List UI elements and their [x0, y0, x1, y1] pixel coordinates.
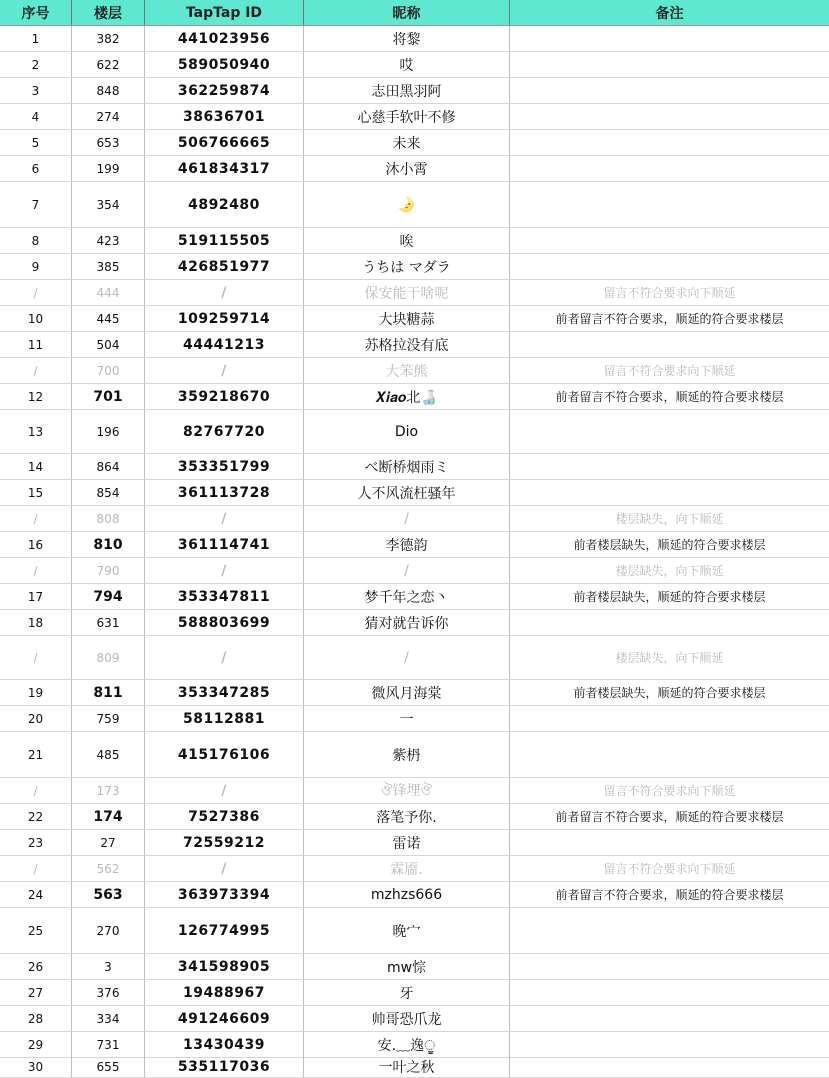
cell-taptap-id: 519115505: [145, 228, 304, 253]
table-row: [0, 410, 829, 454]
cell-no: /: [0, 856, 72, 881]
cell-floor: 385: [72, 254, 145, 279]
cell-note: [510, 228, 829, 253]
cell-note: 楼层缺失，向下顺延: [615, 651, 724, 665]
cell-nickname: 李德韵: [304, 532, 510, 557]
cell-nickname: 未来: [304, 130, 510, 155]
cell-taptap-id: 415176106: [145, 732, 304, 777]
cell-taptap-id: 44441213: [145, 332, 304, 357]
cell-taptap-id: 359218670: [145, 384, 304, 409]
cell-taptap-id: 58112881: [145, 706, 304, 731]
cell-nickname: 牙: [304, 980, 510, 1005]
cell-floor: 655: [72, 1056, 145, 1077]
cell-note: [510, 332, 829, 357]
cell-note: [510, 254, 829, 279]
cell-floor: 790: [72, 558, 145, 583]
cell-floor: 274: [72, 104, 145, 129]
cell-floor: 196: [72, 410, 145, 453]
table-row: [0, 454, 829, 480]
cell-nickname: 安.﹏逸ੂ: [304, 1032, 510, 1057]
cell-note: 留言不符合要求向下顺延: [603, 784, 736, 798]
cell-note: 留言不符合要求向下顺延: [603, 286, 736, 300]
cell-floor: 622: [72, 52, 145, 77]
cell-taptap-id: /: [145, 358, 304, 383]
cell-note: 前者楼层缺失，顺延的符合要求楼层: [573, 590, 766, 604]
header-row: [0, 0, 829, 26]
cell-note: 楼层缺失，向下顺延: [615, 564, 724, 578]
cell-no: /: [0, 280, 72, 305]
cell-taptap-id: /: [145, 558, 304, 583]
cell-nickname: 霖靥.: [304, 856, 510, 881]
cell-floor: 444: [72, 280, 145, 305]
cell-floor: 354: [72, 182, 145, 227]
skipped-row: [0, 778, 829, 804]
table-row: [0, 52, 829, 78]
cell-nickname: 🌛: [304, 182, 510, 227]
header-floor: 楼层: [72, 0, 145, 25]
cell-floor: 731: [72, 1032, 145, 1057]
cell-no: 8: [0, 228, 72, 253]
cell-note: [510, 130, 829, 155]
cell-floor: 701: [72, 384, 145, 409]
cell-no: 13: [0, 410, 72, 453]
cell-no: 24: [0, 882, 72, 907]
cell-note: 前者留言不符合要求，顺延的符合要求楼层: [555, 888, 784, 902]
cell-taptap-id: 19488967: [145, 980, 304, 1005]
cell-floor: 700: [72, 358, 145, 383]
cell-nickname: 紫枬: [304, 732, 510, 777]
cell-no: 3: [0, 78, 72, 103]
cell-floor: 794: [72, 584, 145, 609]
cell-note: [510, 908, 829, 953]
cell-note: [510, 454, 829, 479]
cell-taptap-id: 7527386: [145, 804, 304, 829]
cell-floor: 382: [72, 26, 145, 51]
cell-floor: 809: [72, 636, 145, 679]
table-row: [0, 732, 829, 778]
table-row: [0, 1006, 829, 1032]
table-row: [0, 804, 829, 830]
cell-note: [510, 706, 829, 731]
header-no: 序号: [0, 0, 72, 25]
cell-floor: 199: [72, 156, 145, 181]
cell-floor: 334: [72, 1006, 145, 1031]
cell-taptap-id: /: [145, 280, 304, 305]
table-row: [0, 1056, 829, 1078]
cell-note: [510, 182, 829, 227]
cell-taptap-id: 126774995: [145, 908, 304, 953]
cell-note: 楼层缺失，向下顺延: [615, 512, 724, 526]
cell-taptap-id: 4892480: [145, 182, 304, 227]
cell-no: 22: [0, 804, 72, 829]
cell-nickname: Dio: [304, 410, 510, 453]
cell-no: /: [0, 778, 72, 803]
cell-nickname: 帅哥恐爪龙: [304, 1006, 510, 1031]
cell-nickname: 一: [304, 706, 510, 731]
cell-nickname: 唉: [304, 228, 510, 253]
cell-floor: 562: [72, 856, 145, 881]
cell-floor: 173: [72, 778, 145, 803]
table-row: [0, 104, 829, 130]
cell-nickname: 大笨熊: [304, 358, 510, 383]
cell-no: 4: [0, 104, 72, 129]
cell-note: [510, 830, 829, 855]
cell-taptap-id: 72559212: [145, 830, 304, 855]
cell-nickname: /: [304, 506, 510, 531]
cell-taptap-id: 362259874: [145, 78, 304, 103]
cell-taptap-id: 353347811: [145, 584, 304, 609]
cell-nickname: 苏格拉没有底: [304, 332, 510, 357]
cell-nickname: 将黎: [304, 26, 510, 51]
cell-taptap-id: 341598905: [145, 954, 304, 979]
cell-floor: 3: [72, 954, 145, 979]
cell-floor: 759: [72, 706, 145, 731]
cell-no: 1: [0, 26, 72, 51]
cell-no: 25: [0, 908, 72, 953]
cell-floor: 485: [72, 732, 145, 777]
cell-no: 6: [0, 156, 72, 181]
cell-nickname: べ断桥烟雨ミ: [304, 454, 510, 479]
cell-floor: 631: [72, 610, 145, 635]
cell-no: 26: [0, 954, 72, 979]
cell-floor: 653: [72, 130, 145, 155]
table-row: [0, 908, 829, 954]
cell-note: [510, 1006, 829, 1031]
cell-taptap-id: 82767720: [145, 410, 304, 453]
cell-no: 17: [0, 584, 72, 609]
skipped-row: [0, 856, 829, 882]
cell-no: 5: [0, 130, 72, 155]
skipped-row: [0, 280, 829, 306]
cell-nickname: ঔ锋埋ঔ: [304, 778, 510, 803]
cell-note: 留言不符合要求向下顺延: [603, 364, 736, 378]
table-row: [0, 384, 829, 410]
cell-taptap-id: 361114741: [145, 532, 304, 557]
cell-no: 9: [0, 254, 72, 279]
table-row: [0, 130, 829, 156]
cell-no: 7: [0, 182, 72, 227]
cell-floor: 423: [72, 228, 145, 253]
cell-nickname: 雷诺: [304, 830, 510, 855]
cell-taptap-id: 353351799: [145, 454, 304, 479]
cell-floor: 864: [72, 454, 145, 479]
skipped-row: [0, 636, 829, 680]
cell-no: 11: [0, 332, 72, 357]
table-row: [0, 480, 829, 506]
table-row: [0, 954, 829, 980]
cell-no: 20: [0, 706, 72, 731]
table-row: [0, 228, 829, 254]
cell-taptap-id: 109259714: [145, 306, 304, 331]
cell-note: [510, 732, 829, 777]
cell-no: 21: [0, 732, 72, 777]
cell-no: 10: [0, 306, 72, 331]
table-row: [0, 830, 829, 856]
cell-nickname: 微风月海棠: [304, 680, 510, 705]
table-row: [0, 1032, 829, 1058]
cell-taptap-id: 506766665: [145, 130, 304, 155]
table-row: [0, 78, 829, 104]
cell-taptap-id: 353347285: [145, 680, 304, 705]
table-row: [0, 26, 829, 52]
cell-floor: 848: [72, 78, 145, 103]
cell-no: 28: [0, 1006, 72, 1031]
cell-taptap-id: /: [145, 778, 304, 803]
cell-no: 30: [0, 1056, 72, 1077]
cell-no: 2: [0, 52, 72, 77]
cell-taptap-id: 363973394: [145, 882, 304, 907]
table-row: [0, 532, 829, 558]
table-row: [0, 680, 829, 706]
table-row: [0, 182, 829, 228]
cell-nickname: うちは マダラ: [304, 254, 510, 279]
cell-no: /: [0, 636, 72, 679]
table-row: [0, 332, 829, 358]
cell-nickname: 保安能干啥呢: [304, 280, 510, 305]
cell-nickname: 梦千年之恋丶: [304, 584, 510, 609]
cell-note: [510, 156, 829, 181]
cell-nickname: 𝑿𝒊𝒂𝒐北🍶: [304, 384, 510, 409]
cell-nickname: 沐小霄: [304, 156, 510, 181]
cell-floor: 811: [72, 680, 145, 705]
cell-floor: 808: [72, 506, 145, 531]
cell-floor: 504: [72, 332, 145, 357]
cell-note: [510, 980, 829, 1005]
header-note: 备注: [655, 5, 684, 22]
cell-note: 前者留言不符合要求，顺延的符合要求楼层: [555, 312, 784, 326]
cell-taptap-id: 13430439: [145, 1032, 304, 1057]
cell-no: 23: [0, 830, 72, 855]
cell-note: [510, 1056, 829, 1077]
cell-taptap-id: /: [145, 636, 304, 679]
cell-floor: 810: [72, 532, 145, 557]
cell-taptap-id: 361113728: [145, 480, 304, 505]
cell-no: 16: [0, 532, 72, 557]
cell-note: [510, 954, 829, 979]
cell-nickname: mzhzs666: [304, 882, 510, 907]
cell-no: 18: [0, 610, 72, 635]
skipped-row: [0, 506, 829, 532]
cell-taptap-id: 441023956: [145, 26, 304, 51]
header-nickname: 昵称: [304, 0, 510, 25]
cell-no: /: [0, 558, 72, 583]
cell-note: [510, 52, 829, 77]
cell-no: 27: [0, 980, 72, 1005]
cell-note: [510, 410, 829, 453]
cell-note: 前者楼层缺失，顺延的符合要求楼层: [573, 538, 766, 552]
cell-nickname: /: [304, 558, 510, 583]
cell-taptap-id: 426851977: [145, 254, 304, 279]
cell-taptap-id: /: [145, 506, 304, 531]
cell-nickname: 心慈手软叶不修: [304, 104, 510, 129]
skipped-row: [0, 558, 829, 584]
cell-no: 14: [0, 454, 72, 479]
table-row: [0, 980, 829, 1006]
cell-floor: 27: [72, 830, 145, 855]
cell-nickname: mw悰: [304, 954, 510, 979]
cell-nickname: 志田黑羽阿: [304, 78, 510, 103]
cell-no: 12: [0, 384, 72, 409]
cell-taptap-id: 535117036: [145, 1056, 304, 1077]
cell-floor: 270: [72, 908, 145, 953]
cell-no: 29: [0, 1032, 72, 1057]
cell-no: /: [0, 506, 72, 531]
cell-no: 15: [0, 480, 72, 505]
table-row: [0, 882, 829, 908]
cell-floor: 854: [72, 480, 145, 505]
cell-note: 留言不符合要求向下顺延: [603, 862, 736, 876]
table-row: [0, 156, 829, 182]
cell-nickname: 猜对就告诉你: [304, 610, 510, 635]
cell-floor: 376: [72, 980, 145, 1005]
skipped-row: [0, 358, 829, 384]
cell-nickname: 人不风流枉骚年: [304, 480, 510, 505]
cell-note: [510, 104, 829, 129]
table-row: [0, 706, 829, 732]
cell-taptap-id: 491246609: [145, 1006, 304, 1031]
cell-nickname: 落笔予你.: [304, 804, 510, 829]
table-row: [0, 584, 829, 610]
cell-nickname: 一叶之秋: [304, 1056, 510, 1077]
table-row: [0, 306, 829, 332]
cell-note: [510, 1032, 829, 1057]
cell-note: 前者留言不符合要求，顺延的符合要求楼层: [555, 390, 784, 404]
cell-floor: 563: [72, 882, 145, 907]
cell-no: 19: [0, 680, 72, 705]
cell-note: [510, 78, 829, 103]
cell-note: [510, 26, 829, 51]
cell-note: [510, 480, 829, 505]
cell-nickname: /: [304, 636, 510, 679]
header-taptap-id: TapTap ID: [145, 0, 304, 25]
cell-note: [510, 610, 829, 635]
cell-nickname: 晚宀: [304, 908, 510, 953]
cell-note: 前者楼层缺失，顺延的符合要求楼层: [573, 686, 766, 700]
cell-nickname: 哎: [304, 52, 510, 77]
table-row: [0, 254, 829, 280]
cell-taptap-id: /: [145, 856, 304, 881]
cell-nickname: 大块糖蒜: [304, 306, 510, 331]
cell-taptap-id: 588803699: [145, 610, 304, 635]
cell-floor: 445: [72, 306, 145, 331]
cell-taptap-id: 38636701: [145, 104, 304, 129]
cell-note: 前者留言不符合要求，顺延的符合要求楼层: [555, 810, 784, 824]
cell-floor: 174: [72, 804, 145, 829]
cell-no: /: [0, 358, 72, 383]
cell-taptap-id: 589050940: [145, 52, 304, 77]
table-row: [0, 610, 829, 636]
cell-taptap-id: 461834317: [145, 156, 304, 181]
